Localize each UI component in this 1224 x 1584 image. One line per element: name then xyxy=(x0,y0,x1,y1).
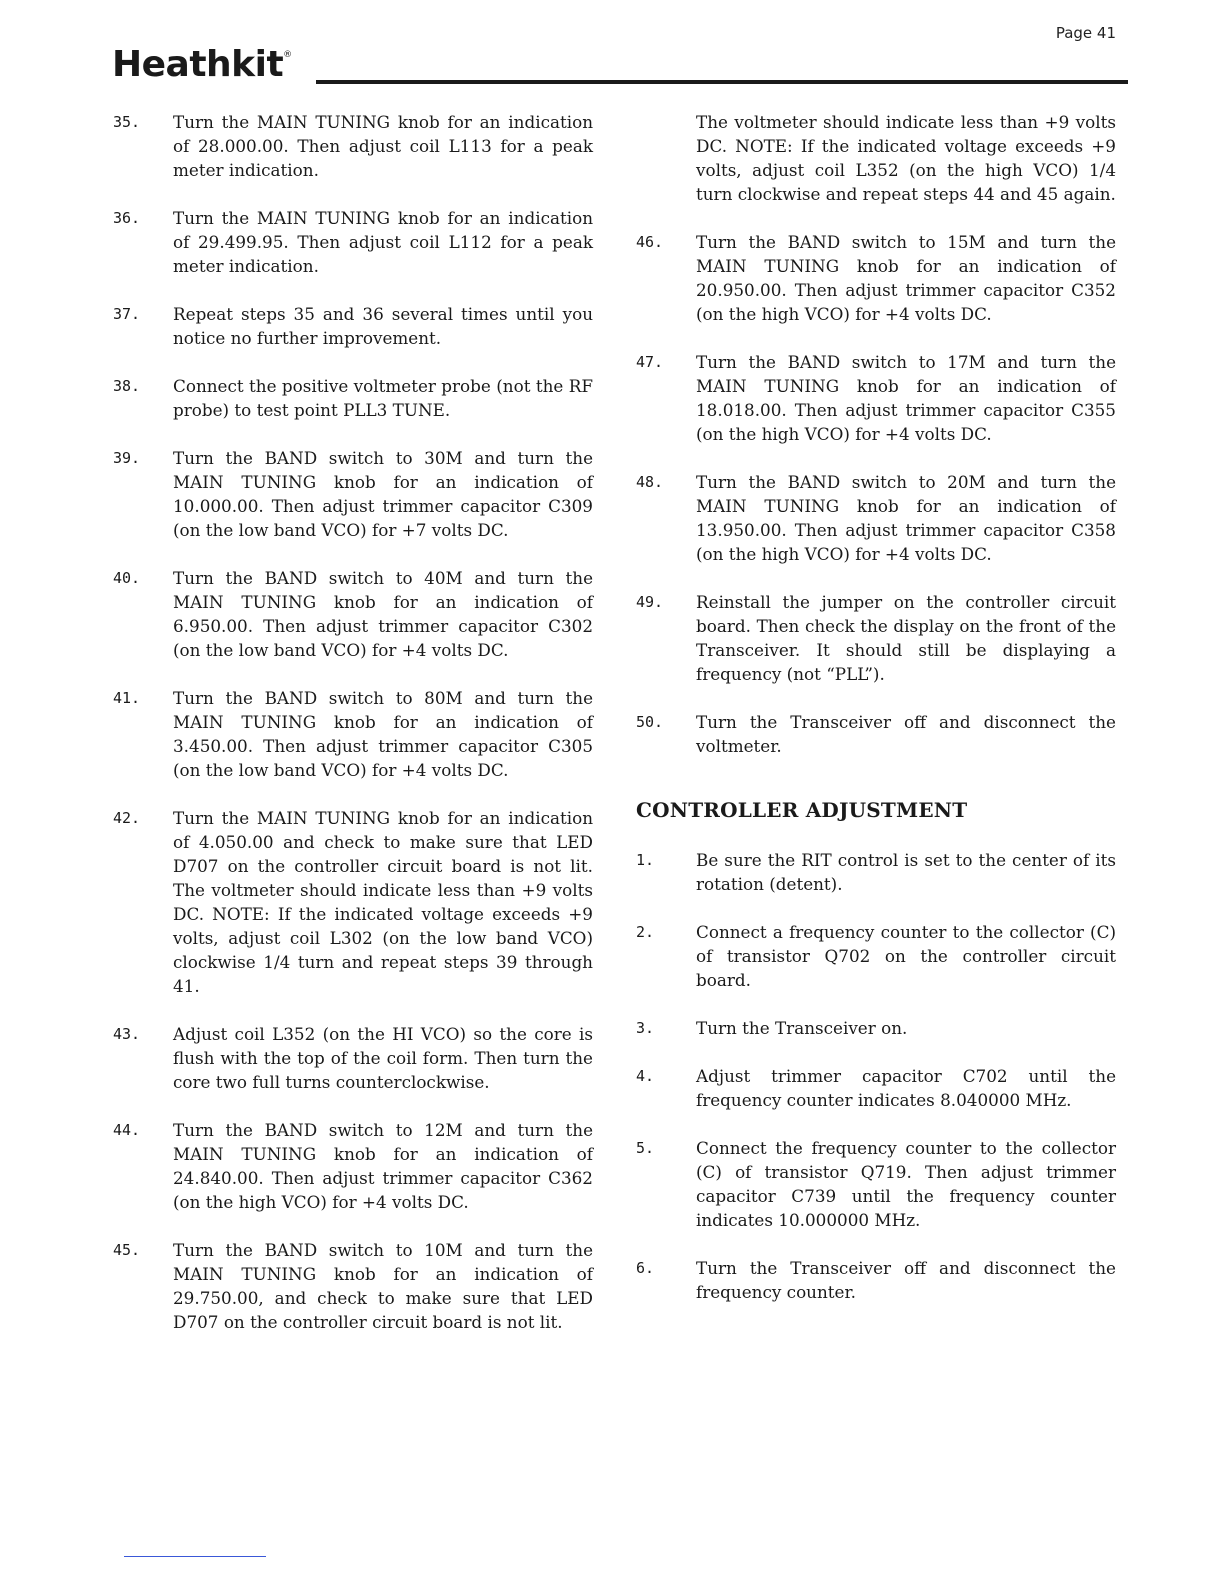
step-40 xyxy=(113,566,593,662)
step-text: Reinstall the jumper on the controller circuit board. Then check the display on the front of the Transceiver. It should still be displaying a frequency (not “PLL”). xyxy=(696,592,1116,684)
step-text: Turn the Transceiver off and disconnect the frequency counter. xyxy=(696,1258,1116,1302)
step-number: 1. xyxy=(636,851,655,869)
step-number: 43. xyxy=(113,1025,141,1043)
step-37 xyxy=(113,302,593,350)
step-number: 3. xyxy=(636,1019,655,1037)
step-46 xyxy=(636,230,1116,326)
controller-step-2 xyxy=(636,920,1116,992)
step-49 xyxy=(636,590,1116,686)
section-heading-controller-adjustment: CONTROLLER ADJUSTMENT xyxy=(636,798,968,822)
controller-step-1 xyxy=(636,848,1116,896)
step-text: Turn the BAND switch to 15M and turn the MAIN TUNING knob for an indication of 20.950.00. Then adjust trimmer capacitor C352 (on the high VCO) for +4 volts DC. xyxy=(696,232,1116,324)
step-text: Connect a frequency counter to the collector (C) of transistor Q702 on the controller circuit board. xyxy=(696,922,1116,990)
step-45 xyxy=(113,1238,593,1334)
step-number: 46. xyxy=(636,233,664,251)
step-number: 42. xyxy=(113,809,141,827)
step-number: 41. xyxy=(113,689,141,707)
step-text: Adjust trimmer capacitor C702 until the frequency counter indicates 8.040000 MHz. xyxy=(696,1066,1116,1110)
step-text: Turn the MAIN TUNING knob for an indication of 28.000.00. Then adjust coil L113 for a peak meter indication. xyxy=(173,112,593,180)
step-text: Be sure the RIT control is set to the center of its rotation (detent). xyxy=(696,850,1116,894)
step-number: 50. xyxy=(636,713,664,731)
step-36 xyxy=(113,206,593,278)
step-42 xyxy=(113,806,593,998)
step-text: Turn the BAND switch to 20M and turn the MAIN TUNING knob for an indication of 13.950.00. Then adjust trimmer capacitor C358 (on the high VCO) for +4 volts DC. xyxy=(696,472,1116,564)
step-text: Turn the MAIN TUNING knob for an indication of 4.050.00 and check to make sure that LED D707 on the controller circuit board is not lit. The voltmeter should indicate less than +9 volts DC. NOTE: If the indicated voltage exceeds +9 volts, adjust coil L302 (on the low band VCO) clockwise 1/4 turn and repeat steps 39 through 41. xyxy=(173,808,593,996)
step-number: 36. xyxy=(113,209,141,227)
brand-name: Heathkit xyxy=(112,44,284,85)
page-number: Page 41 xyxy=(1055,24,1116,42)
step-50 xyxy=(636,710,1116,758)
controller-step-6 xyxy=(636,1256,1116,1304)
step-text: Turn the BAND switch to 40M and turn the MAIN TUNING knob for an indication of 6.950.00. Then adjust trimmer capacitor C302 (on the low band VCO) for +4 volts DC. xyxy=(173,568,593,660)
step-number: 49. xyxy=(636,593,664,611)
step-44 xyxy=(113,1118,593,1214)
step-text: Turn the MAIN TUNING knob for an indication of 29.499.95. Then adjust coil L112 for a peak meter indication. xyxy=(173,208,593,276)
header-rule xyxy=(316,80,1128,84)
footer-link-underline[interactable] xyxy=(124,1556,266,1557)
step-text: Adjust coil L352 (on the HI VCO) so the core is flush with the top of the coil form. Then turn the core two full turns counterclockwise. xyxy=(173,1024,593,1092)
step-text: Connect the frequency counter to the collector (C) of transistor Q719. Then adjust trimmer capacitor C739 until the frequency counter indicates 10.000000 MHz. xyxy=(696,1138,1116,1230)
step-39 xyxy=(113,446,593,542)
step-text: Turn the BAND switch to 17M and turn the MAIN TUNING knob for an indication of 18.018.00. Then adjust trimmer capacitor C355 (on the high VCO) for +4 volts DC. xyxy=(696,352,1116,444)
right-column xyxy=(636,110,1116,1328)
step-number: 4. xyxy=(636,1067,655,1085)
step-text: The voltmeter should indicate less than +9 volts DC. NOTE: If the indicated voltage exceeds +9 volts, adjust coil L352 (on the high VCO) 1/4 turn clockwise and repeat steps 44 and 45 again. xyxy=(696,112,1116,204)
step-number: 44. xyxy=(113,1121,141,1139)
step-number: 48. xyxy=(636,473,664,491)
left-column xyxy=(113,110,593,1358)
step-41 xyxy=(113,686,593,782)
step-text: Turn the BAND switch to 80M and turn the MAIN TUNING knob for an indication of 3.450.00. Then adjust trimmer capacitor C305 (on the low band VCO) for +4 volts DC. xyxy=(173,688,593,780)
step-number: 47. xyxy=(636,353,664,371)
step-text: Turn the Transceiver off and disconnect the voltmeter. xyxy=(696,712,1116,756)
step-text: Turn the BAND switch to 10M and turn the MAIN TUNING knob for an indication of 29.750.00, and check to make sure that LED D707 on the controller circuit board is not lit. xyxy=(173,1240,593,1332)
controller-step-4 xyxy=(636,1064,1116,1112)
step-38 xyxy=(113,374,593,422)
step-number: 45. xyxy=(113,1241,141,1259)
step-number: 2. xyxy=(636,923,655,941)
step-text: Repeat steps 35 and 36 several times until you notice no further improvement. xyxy=(173,304,593,348)
step-text: Turn the BAND switch to 12M and turn the MAIN TUNING knob for an indication of 24.840.00. Then adjust trimmer capacitor C362 (on the high VCO) for +4 volts DC. xyxy=(173,1120,593,1212)
step-text: Turn the Transceiver on. xyxy=(696,1018,908,1038)
registered-mark: ® xyxy=(283,50,292,60)
step-43 xyxy=(113,1022,593,1094)
step-number: 5. xyxy=(636,1139,655,1157)
brand-logo xyxy=(112,44,292,85)
controller-step-5 xyxy=(636,1136,1116,1232)
step-35 xyxy=(113,110,593,182)
step-number: 35. xyxy=(113,113,141,131)
step-number: 37. xyxy=(113,305,141,323)
step-45-continuation xyxy=(636,110,1116,206)
step-text: Turn the BAND switch to 30M and turn the MAIN TUNING knob for an indication of 10.000.00. Then adjust trimmer capacitor C309 (on the low band VCO) for +7 volts DC. xyxy=(173,448,593,540)
step-48 xyxy=(636,470,1116,566)
step-number: 40. xyxy=(113,569,141,587)
step-number: 39. xyxy=(113,449,141,467)
step-number: 38. xyxy=(113,377,141,395)
step-number: 6. xyxy=(636,1259,655,1277)
step-47 xyxy=(636,350,1116,446)
controller-step-3 xyxy=(636,1016,1116,1040)
step-text: Connect the positive voltmeter probe (not the RF probe) to test point PLL3 TUNE. xyxy=(173,376,593,420)
